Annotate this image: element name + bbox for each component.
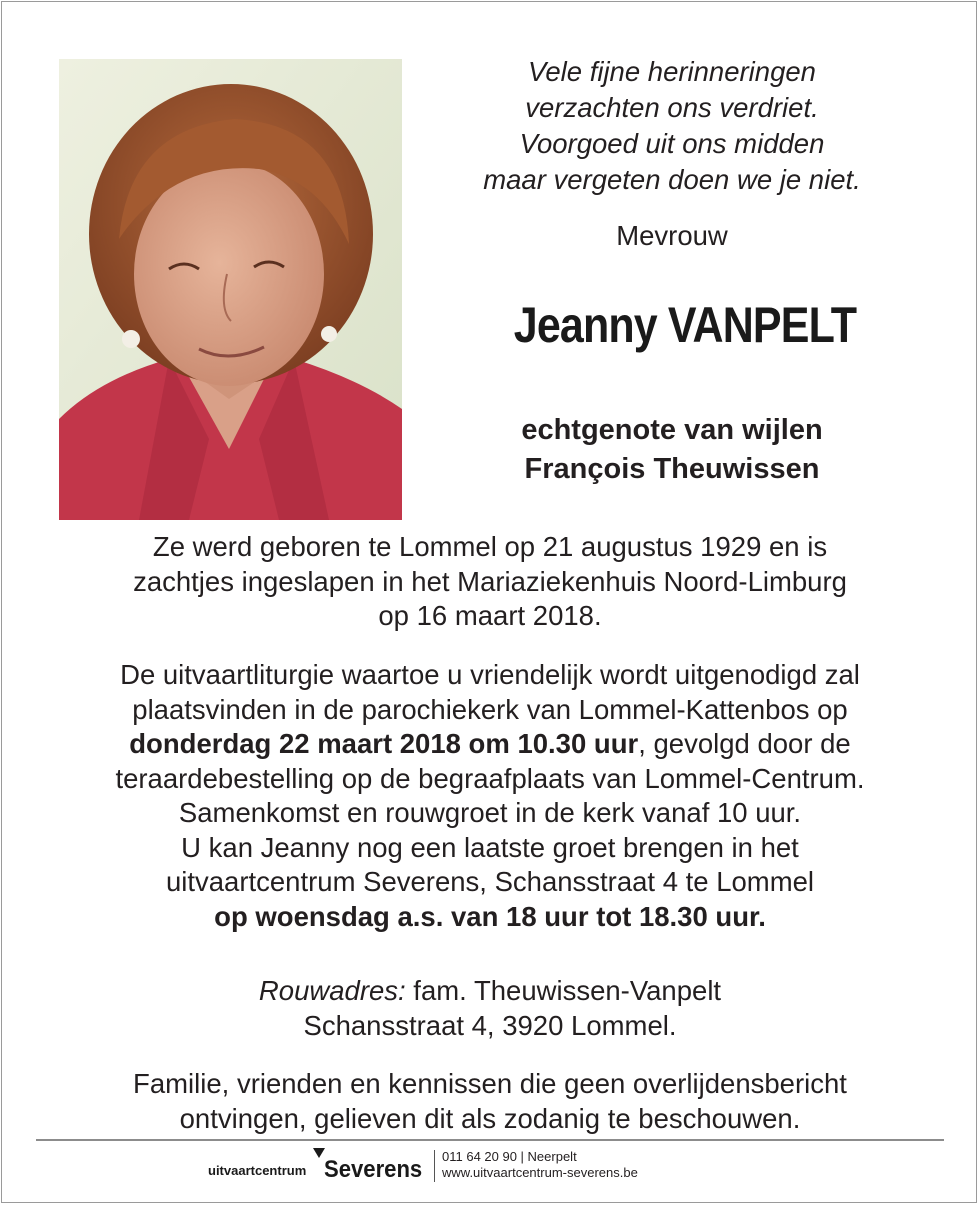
liturgy-line: U kan Jeanny nog een laatste groet brengen in het: [181, 831, 799, 863]
verse-line: verzachten ons verdriet.: [525, 92, 819, 123]
liturgy-line: De uitvaartliturgie waartoe u vriendelijk wordt uitgenodigd zal: [120, 659, 860, 690]
spouse-line: echtgenote van wijlen: [521, 414, 823, 446]
birth-line: Ze werd geboren te Lommel op 21 augustus 1929 en is: [152, 531, 828, 562]
verse-line: Voorgoed uit ons midden: [519, 128, 825, 159]
liturgy-line: uitvaartcentrum Severens, Schansstraat 4 te Lommel: [165, 866, 815, 897]
salutation: Mevrouw: [616, 220, 728, 251]
footer-contact: [442, 1149, 638, 1181]
closing-line: ontvingen, gelieven dit als zodanig te beschouwen.: [179, 1102, 801, 1134]
liturgy-text: , gevolgd door de: [638, 728, 851, 759]
address-family: fam. Theuwissen-Vanpelt: [405, 975, 722, 1006]
verse-line: Vele fijne herinneringen: [528, 56, 816, 87]
birth-line: zachtjes ingeslapen in het Mariaziekenhuis Noord-Limburg: [133, 565, 847, 597]
liturgy-line: plaatsvinden in de parochiekerk van Lommel-Kattenbos op: [132, 693, 848, 725]
footer-separator: [434, 1150, 435, 1182]
footer-divider: [36, 1139, 944, 1141]
deceased-name: Jeanny VANPELT: [513, 297, 857, 353]
verse-line: maar vergeten doen we je niet.: [483, 164, 861, 195]
closing-line: Familie, vrienden en kennissen die geen overlijdensbericht: [133, 1068, 847, 1099]
liturgy-line: teraardebestelling op de begraafplaats van Lommel-Centrum.: [115, 762, 865, 794]
spouse-line: François Theuwissen: [524, 453, 820, 485]
address-street: Schansstraat 4, 3920 Lommel.: [303, 1009, 677, 1041]
funeral-home-logo: [200, 1146, 436, 1186]
liturgy-paragraph: [30, 658, 950, 934]
address-line: [30, 974, 950, 1009]
brand-small-text: uitvaartcentrum: [208, 1163, 307, 1178]
address-label: Rouwadres:: [258, 975, 406, 1006]
closing-paragraph: [30, 1067, 950, 1136]
memorial-verse: [430, 54, 914, 198]
mourning-address: [30, 974, 950, 1043]
footer-website: www.uitvaartcentrum-severens.be: [442, 1165, 638, 1180]
liturgy-line: Samenkomst en rouwgroet in de kerk vanaf 10 uur.: [178, 797, 802, 828]
liturgy-line: [30, 727, 950, 762]
footer-phone: 011 64 20 90 | Neerpelt: [442, 1149, 577, 1164]
funeral-date: donderdag 22 maart 2018 om 10.30 uur: [129, 728, 639, 759]
birth-line: op 16 maart 2018.: [378, 600, 602, 631]
brand-name: Severens: [324, 1156, 423, 1183]
portrait-photo: [59, 59, 402, 520]
visitation-time: op woensdag a.s. van 18 uur tot 18.30 uur.: [214, 900, 766, 932]
birth-paragraph: [30, 530, 950, 634]
spouse-info: [420, 411, 924, 489]
